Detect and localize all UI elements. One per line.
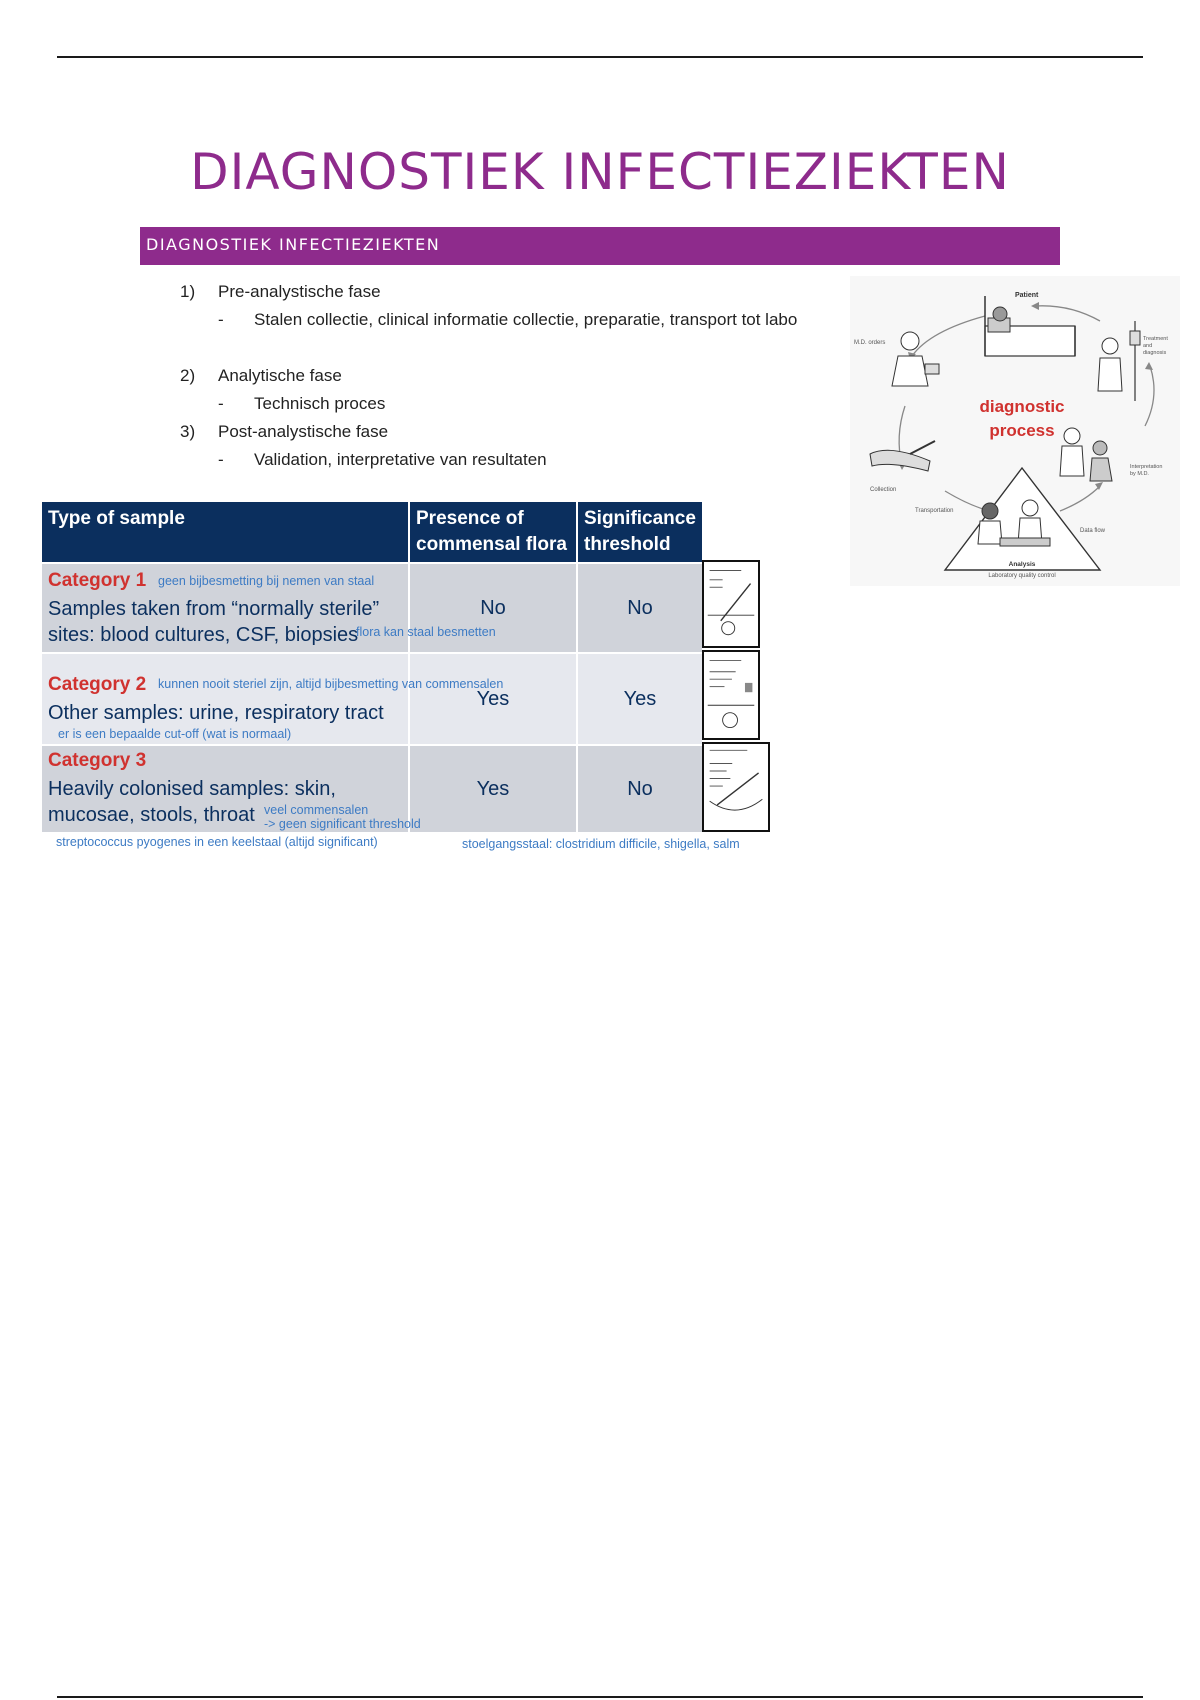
phase-number: 3) (180, 422, 196, 441)
annotation-note: geen bijbesmetting bij nemen van staal (158, 574, 375, 588)
treatment-label-3: diagnosis (1143, 350, 1167, 356)
category-description: mucosae, stools, throat (48, 804, 255, 826)
diagram-title-line2: process (989, 421, 1055, 440)
md-orders-label: M.D. orders (854, 340, 886, 346)
commensal-value: Yes (410, 746, 576, 832)
interpretation-label-1: Interpretation (1130, 464, 1163, 470)
annotation-note: veel commensalen (264, 803, 369, 817)
table-header-sample: Type of sample (42, 502, 408, 562)
treatment-label-1: Treatment (1143, 336, 1168, 342)
category-description: Heavily colonised samples: skin, (48, 778, 336, 800)
category-description: Samples taken from “normally sterile” (48, 598, 380, 620)
bullet-dash: - (218, 310, 224, 329)
bullet-dash: - (218, 450, 224, 469)
category-description: Other samples: urine, respiratory tract (48, 702, 384, 724)
commensal-value: Yes (410, 654, 576, 744)
sample-procedure-thumbnail (702, 560, 760, 648)
annotation-note: streptococcus pyogenes in een keelstaal (altijd significant) (56, 835, 378, 849)
annotation-note: er is een bepaalde cut-off (wat is normaal) (58, 727, 292, 741)
bullet-dash: - (218, 394, 224, 413)
header-rule (57, 56, 1143, 58)
table-header-threshold: Significance threshold (578, 502, 702, 562)
transportation-label: Transportation (915, 508, 954, 514)
analysis-label: Analysis (1008, 561, 1036, 568)
data-flow-label: Data flow (1080, 528, 1106, 534)
annotation-note: flora kan staal besmetten (356, 625, 496, 639)
category-label: Category 1 (48, 570, 147, 591)
annotation-note: -> geen significant threshold (264, 817, 421, 831)
phase-detail: Stalen collectie, clinical informatie collectie, preparatie, transport tot labo (254, 310, 798, 329)
phase-number: 1) (180, 282, 196, 301)
interpretation-label-2: by M.D. (1130, 471, 1149, 477)
diagnostic-process-diagram (850, 276, 1180, 586)
footer-rule (57, 1696, 1143, 1698)
phase-detail: Technisch proces (254, 394, 386, 413)
phase-label: Pre-analystische fase (218, 282, 381, 301)
sample-procedure-thumbnail (702, 650, 760, 740)
category-label: Category 3 (48, 750, 147, 771)
sample-category-table (42, 502, 740, 851)
commensal-value: No (410, 564, 576, 652)
category-label: Category 2 (48, 674, 147, 695)
phase-label: Analytische fase (218, 366, 342, 385)
threshold-value: Yes (578, 654, 702, 744)
table-header-commensal: Presence of commensal flora (410, 502, 576, 562)
collection-label: Collection (870, 487, 897, 493)
diagram-title-line1: diagnostic (979, 397, 1065, 416)
sample-procedure-thumbnail (702, 742, 770, 832)
phase-label: Post-analystische fase (218, 422, 389, 441)
phase-number: 2) (180, 366, 196, 385)
category-description: sites: blood cultures, CSF, biopsies (48, 624, 359, 646)
section-heading: DIAGNOSTIEK INFECTIEZIEKTEN (140, 227, 1060, 265)
patient-label: Patient (1015, 292, 1039, 299)
phase-detail: Validation, interpretative van resultaten (254, 450, 547, 469)
annotation-note: kunnen nooit steriel zijn, altijd bijbesmetting van commensalen (158, 677, 504, 691)
threshold-value: No (578, 746, 702, 832)
treatment-label-2: and (1143, 343, 1153, 349)
threshold-value: No (578, 564, 702, 652)
annotation-note: stoelgangsstaal: clostridium difficile, shigella, salm (462, 837, 740, 851)
page-title: DIAGNOSTIEK INFECTIEZIEKTEN (190, 143, 1010, 201)
quality-control-label: Laboratory quality control (988, 573, 1056, 579)
